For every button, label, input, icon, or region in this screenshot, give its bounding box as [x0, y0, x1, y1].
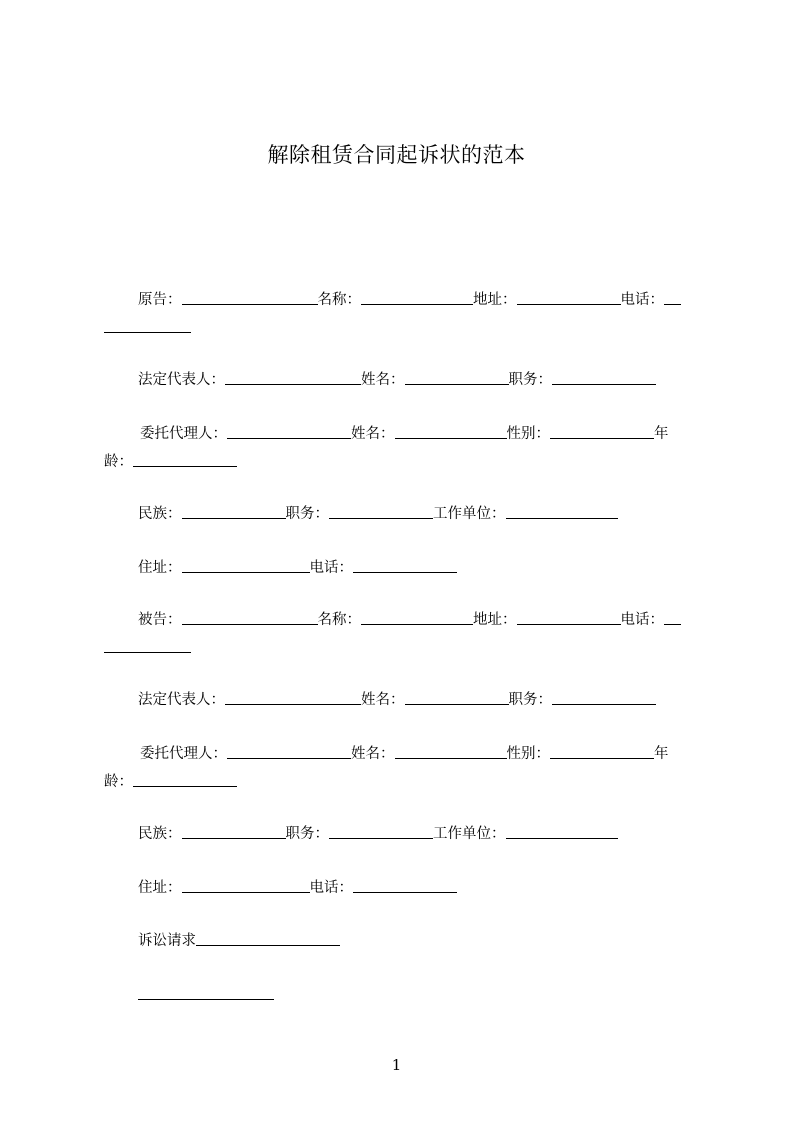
document-title: 解除租赁合同起诉状的范本: [267, 143, 526, 167]
defendant-age-blank[interactable]: [133, 773, 237, 787]
plaintiff-residence-phone-blank[interactable]: [353, 559, 457, 573]
defendant-position-label: 职务：: [285, 826, 329, 842]
defendant-agent-name-blank[interactable]: [395, 745, 507, 759]
defendant-residence-line: [104, 874, 704, 902]
defendant-agent-name-label: 姓名：: [351, 746, 395, 762]
plaintiff-agent-label: 委托代理人：: [140, 426, 227, 442]
plaintiff-address-blank[interactable]: [517, 291, 621, 305]
plaintiff-ethnicity-label: 民族：: [138, 506, 182, 522]
plaintiff-residence-label: 住址：: [138, 560, 182, 576]
defendant-position-blank[interactable]: [329, 825, 433, 839]
plaintiff-name-label: 名称：: [317, 292, 361, 308]
defendant-legal-rep-line: [104, 686, 704, 714]
defendant-name-blank[interactable]: [361, 611, 473, 625]
plaintiff-legal-rep-label: 法定代表人：: [138, 372, 225, 388]
defendant-age-line: [104, 768, 704, 796]
defendant-legal-rep-blank[interactable]: [225, 691, 361, 705]
defendant-label: 被告：: [138, 612, 182, 628]
plaintiff-phone-label: 电话：: [620, 292, 664, 308]
plaintiff-position-blank[interactable]: [329, 505, 433, 519]
defendant-employer-blank[interactable]: [506, 825, 618, 839]
plaintiff-agent-line: [104, 420, 704, 448]
defendant-ethnicity-label: 民族：: [138, 826, 182, 842]
defendant-legal-rep-position-blank[interactable]: [552, 691, 656, 705]
plaintiff-address-label: 地址：: [473, 292, 517, 308]
plaintiff-agent-name-blank[interactable]: [395, 425, 507, 439]
defendant-phone-continuation: [104, 634, 704, 662]
claims-blank[interactable]: [196, 932, 340, 946]
plaintiff-agent-blank[interactable]: [227, 425, 351, 439]
defendant-agent-gender-blank[interactable]: [550, 745, 654, 759]
plaintiff-phone-continuation: [104, 314, 704, 342]
plaintiff-ethnicity-line: [104, 500, 704, 528]
plaintiff-phone-blank-start[interactable]: [664, 291, 681, 305]
plaintiff-legal-rep-position-blank[interactable]: [552, 371, 656, 385]
plaintiff-legal-rep-line: [104, 366, 704, 394]
defendant-agent-label: 委托代理人：: [140, 746, 227, 762]
plaintiff-residence-line: [104, 554, 704, 582]
plaintiff-line: [104, 286, 704, 314]
plaintiff-legal-rep-name-blank[interactable]: [405, 371, 509, 385]
plaintiff-ethnicity-blank[interactable]: [182, 505, 286, 519]
defendant-age-label-part2: 龄：: [104, 774, 133, 790]
defendant-address-label: 地址：: [473, 612, 517, 628]
plaintiff-legal-rep-blank[interactable]: [225, 371, 361, 385]
defendant-phone-blank-start[interactable]: [664, 611, 681, 625]
defendant-agent-gender-label: 性别：: [506, 746, 550, 762]
claims-continuation-blank[interactable]: [138, 986, 274, 1000]
plaintiff-age-label-part2: 龄：: [104, 454, 133, 470]
defendant-legal-rep-name-label: 姓名：: [361, 692, 405, 708]
defendant-residence-phone-blank[interactable]: [353, 879, 457, 893]
claims-label: 诉讼请求: [138, 933, 196, 949]
defendant-employer-label: 工作单位：: [433, 826, 506, 842]
plaintiff-label: 原告：: [138, 292, 182, 308]
defendant-name-label: 名称：: [317, 612, 361, 628]
defendant-legal-rep-label: 法定代表人：: [138, 692, 225, 708]
plaintiff-age-line: [104, 448, 704, 476]
claims-continuation-line: [104, 981, 704, 1009]
defendant-address-blank[interactable]: [517, 611, 621, 625]
plaintiff-legal-rep-position-label: 职务：: [508, 372, 552, 388]
plaintiff-age-blank[interactable]: [133, 453, 237, 467]
plaintiff-agent-gender-label: 性别：: [506, 426, 550, 442]
defendant-phone-label: 电话：: [620, 612, 664, 628]
plaintiff-legal-rep-name-label: 姓名：: [361, 372, 405, 388]
plaintiff-agent-name-label: 姓名：: [351, 426, 395, 442]
plaintiff-residence-blank[interactable]: [182, 559, 310, 573]
defendant-blank[interactable]: [182, 611, 318, 625]
plaintiff-name-blank[interactable]: [361, 291, 473, 305]
defendant-residence-label: 住址：: [138, 880, 182, 896]
defendant-line: [104, 606, 704, 634]
plaintiff-employer-label: 工作单位：: [433, 506, 506, 522]
defendant-agent-blank[interactable]: [227, 745, 351, 759]
claims-line: [104, 927, 704, 955]
plaintiff-blank[interactable]: [182, 291, 318, 305]
plaintiff-phone-blank-end[interactable]: [104, 319, 191, 333]
defendant-age-label-part1: 年: [654, 746, 669, 762]
defendant-legal-rep-name-blank[interactable]: [405, 691, 509, 705]
plaintiff-agent-gender-blank[interactable]: [550, 425, 654, 439]
defendant-ethnicity-line: [104, 820, 704, 848]
plaintiff-position-label: 职务：: [285, 506, 329, 522]
defendant-ethnicity-blank[interactable]: [182, 825, 286, 839]
plaintiff-age-label-part1: 年: [654, 426, 669, 442]
defendant-agent-line: [104, 740, 704, 768]
defendant-residence-blank[interactable]: [182, 879, 310, 893]
page-number: 1: [391, 1056, 402, 1074]
plaintiff-residence-phone-label: 电话：: [309, 560, 353, 576]
defendant-phone-blank-end[interactable]: [104, 639, 191, 653]
plaintiff-employer-blank[interactable]: [506, 505, 618, 519]
defendant-legal-rep-position-label: 职务：: [508, 692, 552, 708]
defendant-residence-phone-label: 电话：: [309, 880, 353, 896]
